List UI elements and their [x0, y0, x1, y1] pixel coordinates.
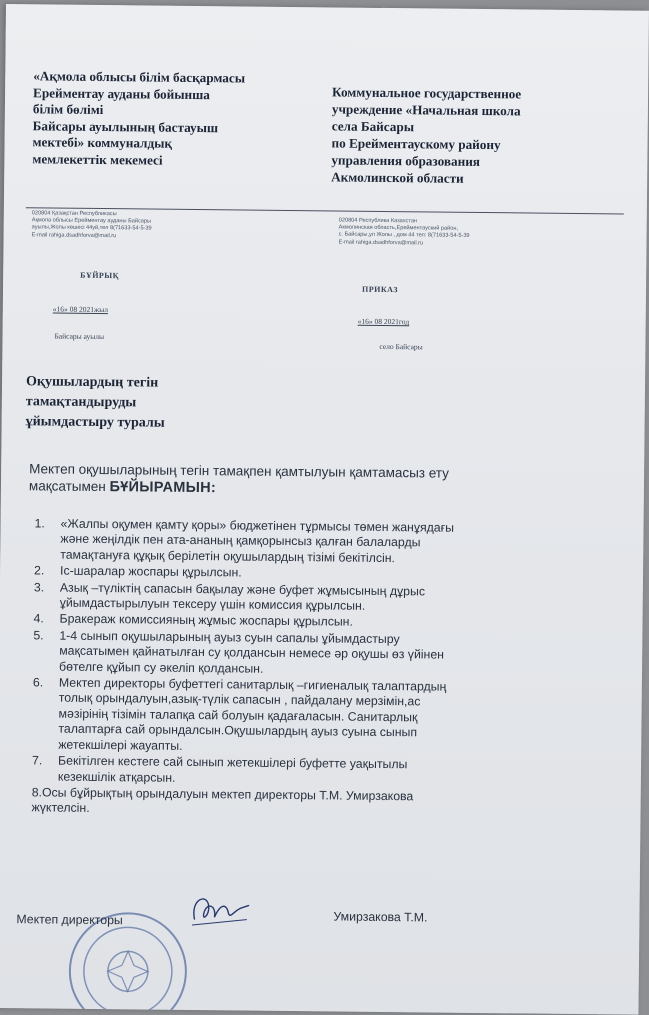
header-kz-line: мектебі» коммуналдық: [32, 134, 173, 151]
item-line: Мектеп директоры буфеттегі санитарлық –гигиеналық талаптардың: [58, 675, 447, 694]
header-kz-line: Байсары ауылының бастауыш: [32, 117, 219, 135]
list-item: [33, 628, 623, 680]
item-line: 1-4 сынып оқушыларының ауыз суын сапалы ұйымдастыру: [59, 628, 400, 647]
item-line: ұйымдастырылуын тексеру үшін комиссия құрылсын.: [59, 595, 366, 613]
order-items-list: [31, 516, 624, 823]
header-ru: [331, 83, 622, 188]
item-line: Бекітілген кестеге сай сынып жетекшілері буфетте уақытылы: [58, 753, 408, 772]
order-place-kz: Байсары ауылы: [54, 331, 105, 342]
item-number: 2.: [33, 563, 45, 578]
document-title-line: тамақтандыруды: [25, 394, 137, 411]
item-number: 6.: [32, 675, 44, 690]
item-line: мәзірінің тізімін талапқа сай болуын қадағаласын. Санитарлық: [58, 706, 418, 725]
order-title-kz: БҰЙРЫҚ: [80, 270, 120, 281]
document-title: [26, 372, 327, 435]
item-line: тамақтануға құқық берілетін оқушылардың тізімі бекітілсін.: [60, 547, 396, 565]
item-line: жүктелсін.: [31, 800, 90, 816]
list-item: [32, 675, 623, 758]
header-ru-line: управления образования: [331, 152, 481, 169]
item-line: кезекшілік атқарсын.: [57, 769, 176, 785]
signer-name: Умирзакова Т.М.: [333, 909, 428, 925]
item-line: толық орындалуын,азық-түлік сапасын , пайдалану мерзімін,ас: [58, 691, 421, 709]
header-kz: [32, 68, 323, 170]
list-item: [34, 516, 624, 568]
director-signature: [186, 889, 256, 935]
item-number: 4.: [33, 611, 44, 626]
item-line: және жеңілдік пен ата-ананың қамқорынсыз қалған балаларды: [60, 532, 421, 550]
address-kz-line: 020804 Қазақстан Республикасы: [31, 210, 117, 218]
order-date-ru: «16» 08 2021год: [357, 316, 410, 327]
address-ru-line: с. Байсары,ул Жолы , дом 44 тел: 8(71633-54-5-39: [338, 231, 470, 240]
address-kz-line: Ақмола облысы Ерейментау ауданы Байсары: [31, 217, 152, 225]
item-number: 7.: [32, 753, 43, 768]
item-line: Іс-шаралар жоспары құрылсын.: [59, 563, 242, 580]
item-number: 1.: [34, 516, 45, 531]
order-place-ru: село Байсары: [379, 341, 423, 352]
item-number: 3.: [33, 579, 45, 595]
address-ru-line: Акмолинская область,Ерейментауский район,: [338, 224, 459, 232]
header-kz-line: мемлекеттік мекемесі: [32, 150, 163, 168]
address-kz-line: ауылы,Жолы көшесі 44уй,тел 8(71633-54-5-39: [31, 224, 152, 232]
item-line: Азық –түліктің сапасын бақылау және буфет жұмысының дұрыс: [59, 580, 426, 599]
header-ru-line: Акмолинской области: [331, 169, 464, 186]
header-kz-line: «Ақмола облысы білім басқармасы: [33, 68, 246, 86]
header-ru-line: Коммунальное государственное: [332, 84, 522, 102]
order-title-ru: ПРИКАЗ: [361, 284, 399, 295]
item-line: жетекшілері жауапты.: [58, 737, 183, 753]
address-ru-line: 020804 Республика Казахстан: [338, 217, 418, 225]
address-kz-line: E-mail rahiga.dsadhforva@mail.ru: [31, 231, 117, 239]
document-title-line: Оқушылардың тегін: [25, 374, 159, 391]
item-line: 8.Осы бұйрықтың орындалуын мектеп директоры Т.М. Умирзакова: [31, 785, 414, 804]
item-number: 5.: [33, 628, 44, 643]
address-ru: [338, 217, 608, 249]
document-title-line: ұйымдастыру туралы: [25, 414, 165, 431]
address-ru-line: E-mail rahiga.dsadhforva@mail.ru: [338, 239, 424, 246]
intro-line: Мектеп оқушыларының тегін тамақпен қамтылуын қамтамасыз ету: [29, 461, 450, 481]
item-line: мақсатымен қайнатылған су қолдансын немесе әр оқушы өз үйінен: [59, 643, 445, 662]
list-item: [32, 753, 622, 790]
header-kz-line: білім бөлімі: [32, 101, 104, 118]
header-ru-line: по Ерейментаускому району: [331, 135, 501, 153]
order-date-kz: «16» 08 2021жыл: [52, 304, 109, 315]
signer-role: Мектеп директоры: [16, 912, 123, 928]
header-ru-line: села Байсары: [331, 118, 415, 135]
address-kz: [32, 210, 292, 242]
list-item: [31, 785, 621, 822]
item-line: талаптарға сай орындалсын.Оқушылардың ауыз суына сынып: [58, 721, 418, 740]
list-item: [34, 580, 624, 617]
item-line: Бракераж комиссияның жұмыс жоспары құрылсын.: [59, 612, 354, 630]
document-page: [0, 4, 649, 1015]
header-ru-line: учреждение «Начальная школа: [331, 101, 521, 119]
intro-paragraph: [29, 460, 629, 501]
intro-order-word: БҰЙЫРАМЫН:: [109, 479, 217, 497]
item-line: бөтелге құйып су әкеліп қолдансын.: [58, 659, 264, 676]
intro-prefix: мақсатымен: [28, 478, 110, 495]
header-kz-line: Ерейментау ауданы бойынша: [32, 84, 211, 102]
item-line: «Жалпы оқумен қамту қоры» бюджетінен тұрмысы төмен жанұядағы: [60, 516, 455, 535]
